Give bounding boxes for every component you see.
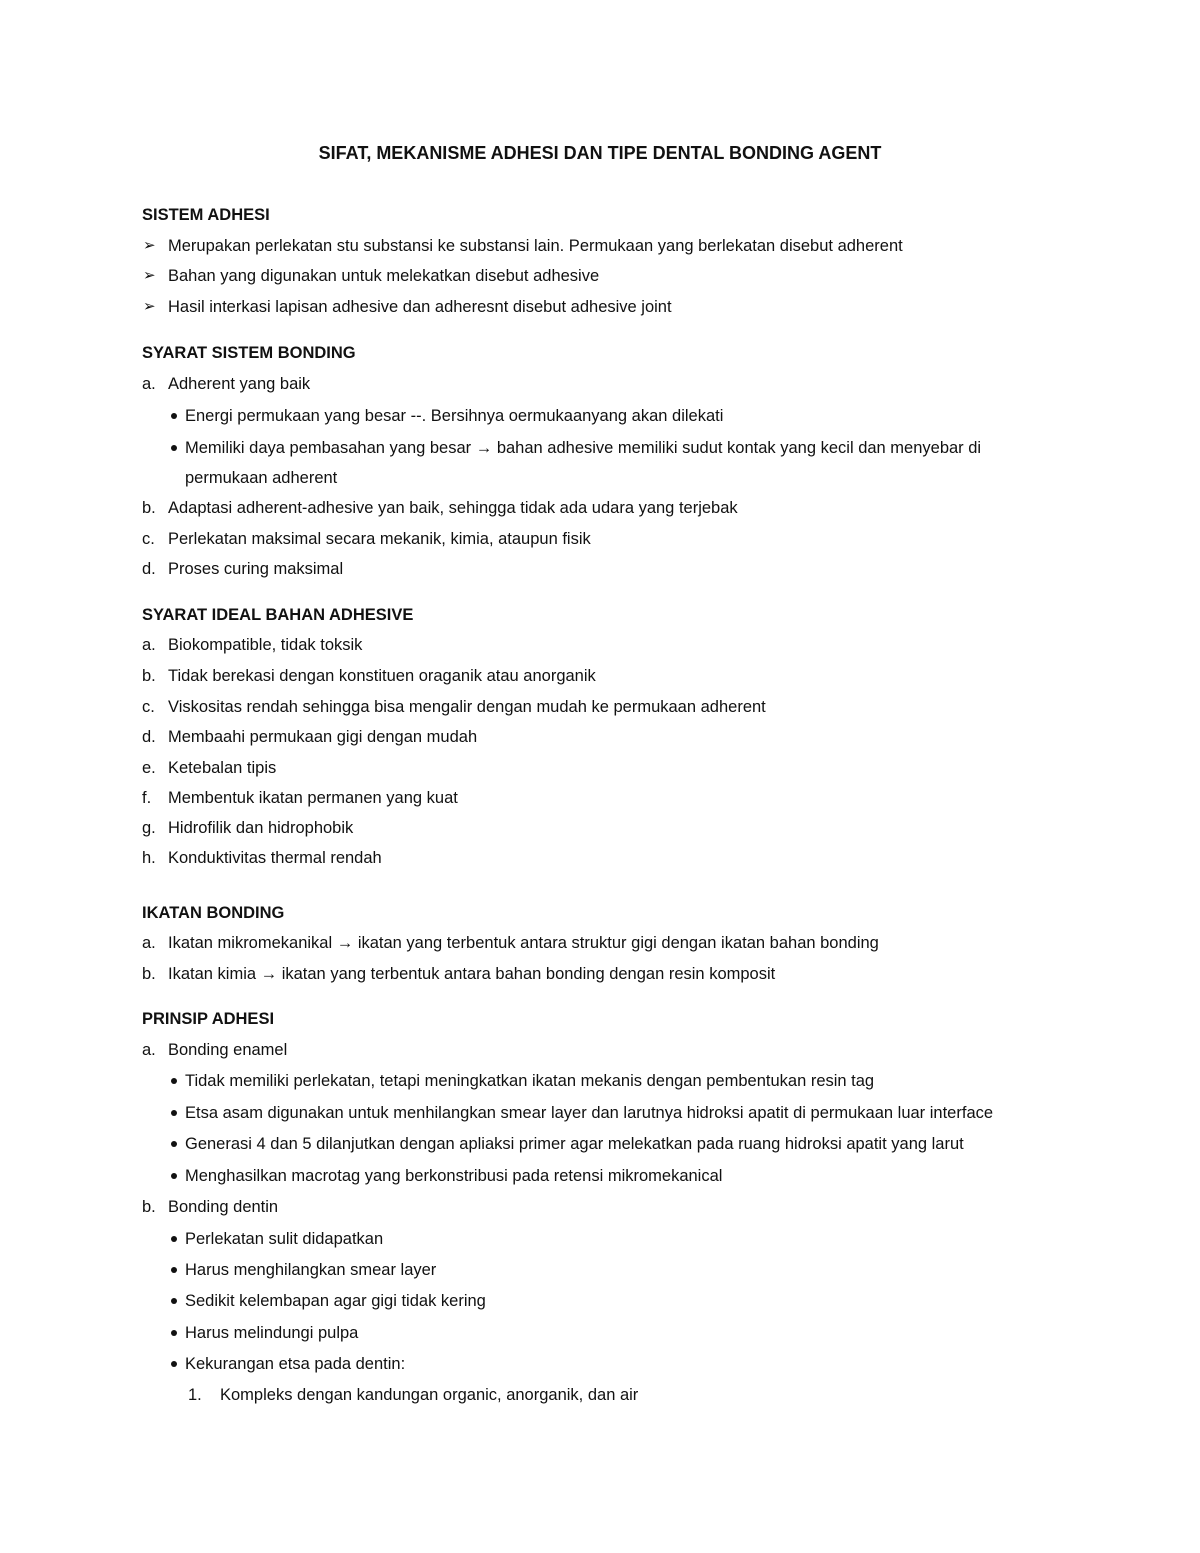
sub-list-item: Harus menghilangkan smear layer <box>185 1261 437 1279</box>
list-item: Hidrofilik dan hidrophobik <box>168 819 354 837</box>
section-heading-ikatan-bonding: IKATAN BONDING <box>142 904 285 922</box>
list-marker: b. <box>142 1198 156 1216</box>
bullet-dot-icon <box>171 1173 177 1179</box>
bullet-dot-icon <box>171 413 177 419</box>
sub-list-item: Energi permukaan yang besar --. Bersihnya oermukaanyang akan dilekati <box>185 407 724 425</box>
list-item: Bahan yang digunakan untuk melekatkan disebut adhesive <box>168 267 600 285</box>
list-marker: b. <box>142 667 156 685</box>
sub-list-item-continuation: permukaan adherent <box>185 469 338 487</box>
sub-list-item: Harus melindungi pulpa <box>185 1324 359 1342</box>
sub-list-item: Perlekatan sulit didapatkan <box>185 1230 384 1248</box>
list-marker: d. <box>142 728 156 746</box>
numbered-marker: 1. <box>188 1386 202 1404</box>
bullet-dot-icon <box>171 1267 177 1273</box>
list-marker: d. <box>142 560 156 578</box>
section-heading-syarat-ideal: SYARAT IDEAL BAHAN ADHESIVE <box>142 606 414 624</box>
sub-list-item: Menghasilkan macrotag yang berkonstribusi pada retensi mikromekanical <box>185 1167 723 1185</box>
sub-list-item: Kekurangan etsa pada dentin: <box>185 1355 406 1373</box>
sub-list-item: Generasi 4 dan 5 dilanjutkan dengan apliaksi primer agar melekatkan pada ruang hidroksi apatit yang larut <box>185 1135 964 1153</box>
bullet-dot-icon <box>171 1361 177 1367</box>
list-item: Membaahi permukaan gigi dengan mudah <box>168 728 478 746</box>
list-item: Viskositas rendah sehingga bisa mengalir dengan mudah ke permukaan adherent <box>168 698 766 716</box>
sub-list-item: Memiliki daya pembasahan yang besar → bahan adhesive memiliki sudut kontak yang kecil dan menyebar di <box>185 439 982 457</box>
section-heading-syarat-sistem-bonding: SYARAT SISTEM BONDING <box>142 344 356 362</box>
sub-list-item: Tidak memiliki perlekatan, tetapi meningkatkan ikatan mekanis dengan pembentukan resin tag <box>185 1072 875 1090</box>
list-marker: b. <box>142 499 156 517</box>
list-marker: h. <box>142 849 156 867</box>
list-item: Ketebalan tipis <box>168 759 277 777</box>
arrow-bullet-icon: ➢ <box>143 237 156 254</box>
list-item: Ikatan mikromekanikal → ikatan yang terbentuk antara struktur gigi dengan ikatan bahan bonding <box>168 934 879 952</box>
list-marker: a. <box>142 375 156 393</box>
section-heading-sistem-adhesi: SISTEM ADHESI <box>142 206 270 224</box>
bullet-dot-icon <box>171 1141 177 1147</box>
bullet-dot-icon <box>171 1330 177 1336</box>
bullet-dot-icon <box>171 1236 177 1242</box>
list-marker: c. <box>142 530 155 548</box>
list-item: Tidak berekasi dengan konstituen oraganik atau anorganik <box>168 667 596 685</box>
list-item: Bonding enamel <box>168 1041 288 1059</box>
arrow-bullet-icon: ➢ <box>143 298 156 315</box>
list-item: Proses curing maksimal <box>168 560 344 578</box>
list-marker: a. <box>142 1041 156 1059</box>
list-item: Bonding dentin <box>168 1198 279 1216</box>
list-item: Konduktivitas thermal rendah <box>168 849 382 867</box>
list-item: Adaptasi adherent-adhesive yan baik, sehingga tidak ada udara yang terjebak <box>168 499 738 517</box>
list-item: Ikatan kimia → ikatan yang terbentuk antara bahan bonding dengan resin komposit <box>168 965 776 983</box>
bullet-dot-icon <box>171 1298 177 1304</box>
list-item: Merupakan perlekatan stu substansi ke substansi lain. Permukaan yang berlekatan disebut adherent <box>168 237 903 255</box>
arrow-bullet-icon: ➢ <box>143 267 156 284</box>
bullet-dot-icon <box>171 445 177 451</box>
list-item: Hasil interkasi lapisan adhesive dan adheresnt disebut adhesive joint <box>168 298 672 316</box>
document-title: SIFAT, MEKANISME ADHESI DAN TIPE DENTAL BONDING AGENT <box>318 143 882 163</box>
list-marker: a. <box>142 636 156 654</box>
list-item: Perlekatan maksimal secara mekanik, kimia, ataupun fisik <box>168 530 591 548</box>
list-marker: e. <box>142 759 156 777</box>
section-heading-prinsip-adhesi: PRINSIP ADHESI <box>142 1010 275 1028</box>
list-marker: f. <box>142 789 152 807</box>
sub-list-item: Etsa asam digunakan untuk menhilangkan smear layer dan larutnya hidroksi apatit di permukaan luar interface <box>185 1104 994 1122</box>
bullet-dot-icon <box>171 1110 177 1116</box>
list-marker: a. <box>142 934 156 952</box>
list-marker: g. <box>142 819 156 837</box>
list-marker: b. <box>142 965 156 983</box>
bullet-dot-icon <box>171 1078 177 1084</box>
sub-list-item: Sedikit kelembapan agar gigi tidak kering <box>185 1292 486 1310</box>
list-item: Membentuk ikatan permanen yang kuat <box>168 789 458 807</box>
list-item: Adherent yang baik <box>168 375 311 393</box>
list-item: Biokompatible, tidak toksik <box>168 636 363 654</box>
numbered-list-item: Kompleks dengan kandungan organic, anorganik, dan air <box>220 1386 639 1404</box>
list-marker: c. <box>142 698 155 716</box>
